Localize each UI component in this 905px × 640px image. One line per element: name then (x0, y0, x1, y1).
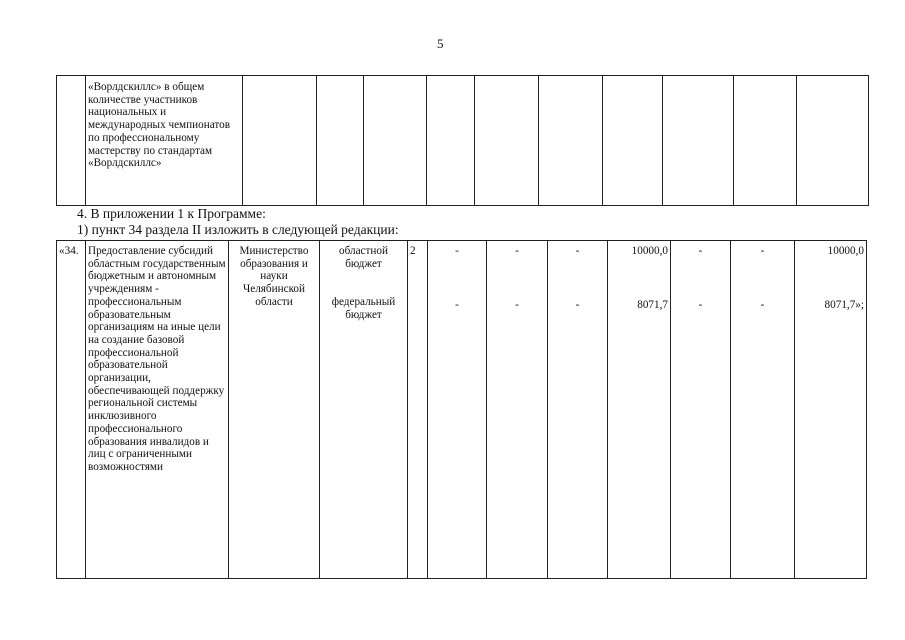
table-continuation (56, 75, 869, 206)
regional-year-3: - (575, 245, 580, 257)
federal-total: 8071,7»; (824, 298, 864, 311)
executor-cell: Министерство образования и науки Челябинской области (229, 241, 320, 579)
cell-empty (797, 76, 869, 206)
page-number: 5 (437, 36, 444, 51)
federal-year-2: - (515, 298, 519, 311)
federal-year-6: - (760, 298, 765, 311)
regional-year-6: - (760, 245, 765, 257)
federal-year-5: - (698, 298, 703, 311)
federal-year-4: 8071,7 (637, 298, 668, 311)
table-row (57, 76, 869, 206)
cell-empty (427, 76, 475, 206)
regional-year-5: - (698, 245, 703, 257)
task-number-cell: 2 (408, 241, 428, 579)
measure-cell: Предоставление субсидий областным государственным бюджетным и автономным учреждениям - профессиональным образовательным организациям на иные цели на создание базовой профессиональной образовательной организации, обеспечивающей поддержку региональной системы инклюзивного профессионального образования инвалидов и лиц с ограниченными возможностями (86, 241, 229, 579)
federal-year-3: - (575, 298, 580, 311)
regional-year-2: - (515, 245, 519, 257)
year-cell (487, 241, 548, 579)
row-number: «34. (57, 241, 86, 579)
table-row (57, 241, 867, 579)
federal-year-1: - (455, 298, 459, 311)
funding-federal: федеральный бюджет (331, 296, 396, 322)
funding-source-cell (320, 241, 408, 579)
cell-empty (539, 76, 603, 206)
total-cell (795, 241, 867, 579)
paragraph-item-4: 4. В приложении 1 к Программе: (77, 206, 266, 221)
cell-empty (243, 76, 317, 206)
indicator-cell: «Ворлдскиллс» в общем количестве участников национальных и международных чемпионатов по профессиональному мастерству по стандартам «Ворлдскиллс» (86, 76, 243, 206)
regional-year-1: - (455, 245, 459, 257)
year-cell (608, 241, 671, 579)
cell-empty (734, 76, 797, 206)
cell-empty (603, 76, 663, 206)
cell-empty (364, 76, 427, 206)
cell-empty (475, 76, 539, 206)
paragraph-item-4-1: 1) пункт 34 раздела II изложить в следующей редакции: (77, 222, 399, 237)
year-cell (548, 241, 608, 579)
regional-total: 10000,0 (827, 245, 864, 257)
regional-year-4: 10000,0 (631, 245, 668, 257)
cell-empty (317, 76, 364, 206)
year-cell (671, 241, 731, 579)
table-item-34 (56, 240, 867, 579)
funding-regional: областной бюджет (339, 245, 388, 270)
cell-number (57, 76, 86, 206)
year-cell (428, 241, 487, 579)
cell-empty (663, 76, 734, 206)
year-cell (731, 241, 795, 579)
